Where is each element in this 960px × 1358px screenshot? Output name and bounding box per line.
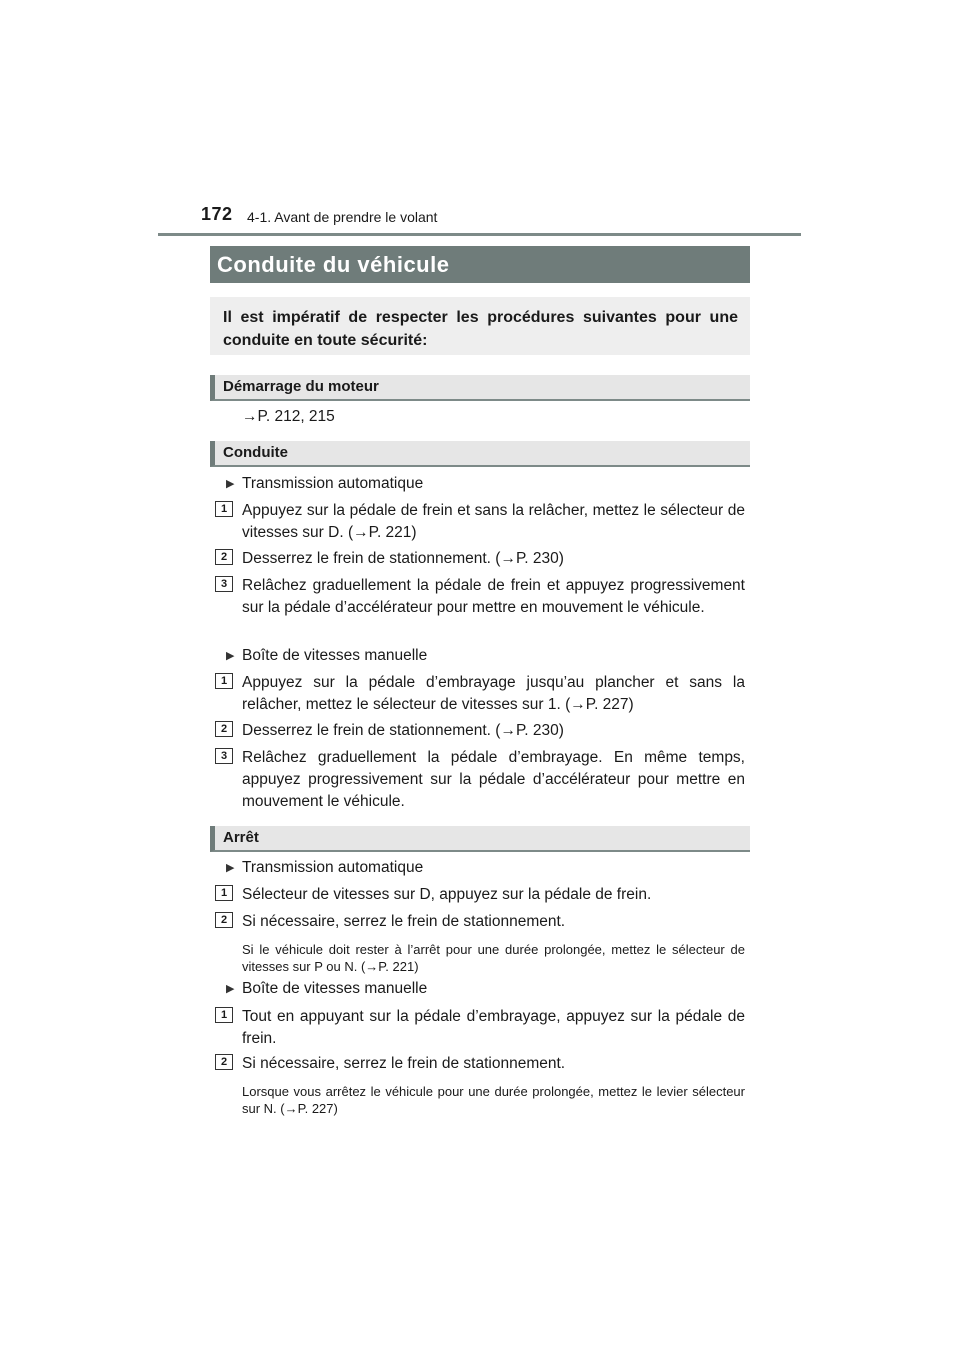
step-number-icon: 1 (215, 501, 233, 517)
page-number: 172 (201, 204, 233, 224)
step-text: Relâchez graduellement la pédale d’embrayage. En même temps, appuyez progressivement sur la pédale d’accélérateur pour mettre en mouvement le véhicule. (242, 749, 745, 810)
subhead-demarrage: Démarrage du moteur (210, 375, 750, 401)
step-text: Relâchez graduellement la pédale de frein et appuyez progressivement sur la pédale d’accélérateur pour mettre en mouvement le véhicule. (242, 577, 745, 616)
step-number-icon: 3 (215, 576, 233, 592)
bullet-label: Transmission automatique (242, 859, 424, 876)
step-text: Desserrez le frein de stationnement. (→P. 230) (242, 722, 564, 739)
bullet-manual-conduite (226, 645, 746, 667)
step-text: Appuyez sur la pédale d’embrayage jusqu’au plancher et sans la relâcher, mettez le sélecteur de vitesses sur 1. (→P. 227) (242, 674, 745, 713)
step-number-icon: 1 (215, 1007, 233, 1023)
triangle-right-icon: ▶ (226, 650, 235, 662)
triangle-right-icon: ▶ (226, 478, 235, 490)
step-text: Tout en appuyant sur la pédale d’embrayage, appuyez sur la pédale de frein. (242, 1008, 745, 1047)
step-text: Appuyez sur la pédale de frein et sans la relâcher, mettez le sélecteur de vitesses sur D. (→P. 221) (242, 502, 745, 541)
bullet-auto-arret (226, 857, 746, 879)
page-title: Conduite du véhicule (210, 246, 750, 283)
step-text: Si nécessaire, serrez le frein de stationnement. (242, 1055, 566, 1072)
step-number-icon: 1 (215, 673, 233, 689)
step-text: Sélecteur de vitesses sur D, appuyez sur la pédale de frein. (242, 886, 652, 903)
bullet-label: Boîte de vitesses manuelle (242, 647, 428, 664)
step-number-icon: 2 (215, 721, 233, 737)
step-text: Si nécessaire, serrez le frein de stationnement. (242, 913, 566, 930)
bullet-label: Transmission automatique (242, 475, 424, 492)
step-number-icon: 2 (215, 912, 233, 928)
section-label: 4-1. Avant de prendre le volant (247, 209, 438, 225)
note-text: Si le véhicule doit rester à l’arrêt pour une durée prolongée, mettez le sélecteur de vitesses sur P ou N. (→P. 221) (242, 942, 745, 974)
step-number-icon: 2 (215, 1054, 233, 1070)
step-number-icon: 1 (215, 885, 233, 901)
step-text: Desserrez le frein de stationnement. (→P. 230) (242, 550, 564, 567)
bullet-auto-conduite (226, 473, 746, 495)
step-number-icon: 3 (215, 748, 233, 764)
note-text: Lorsque vous arrêtez le véhicule pour une durée prolongée, mettez le levier sélecteur sur N. (→P. 227) (242, 1084, 745, 1116)
intro-box: Il est impératif de respecter les procédures suivantes pour une conduite en toute sécurité: (210, 297, 750, 355)
triangle-right-icon: ▶ (226, 862, 235, 874)
bullet-manual-arret (226, 978, 746, 1000)
triangle-right-icon: ▶ (226, 983, 235, 995)
bullet-label: Boîte de vitesses manuelle (242, 980, 428, 997)
step-number-icon: 2 (215, 549, 233, 565)
header-rule (158, 233, 801, 236)
subhead-conduite: Conduite (210, 441, 750, 467)
page-ref-demarrage: →P. 212, 215 (242, 408, 335, 425)
subhead-arret: Arrêt (210, 826, 750, 852)
